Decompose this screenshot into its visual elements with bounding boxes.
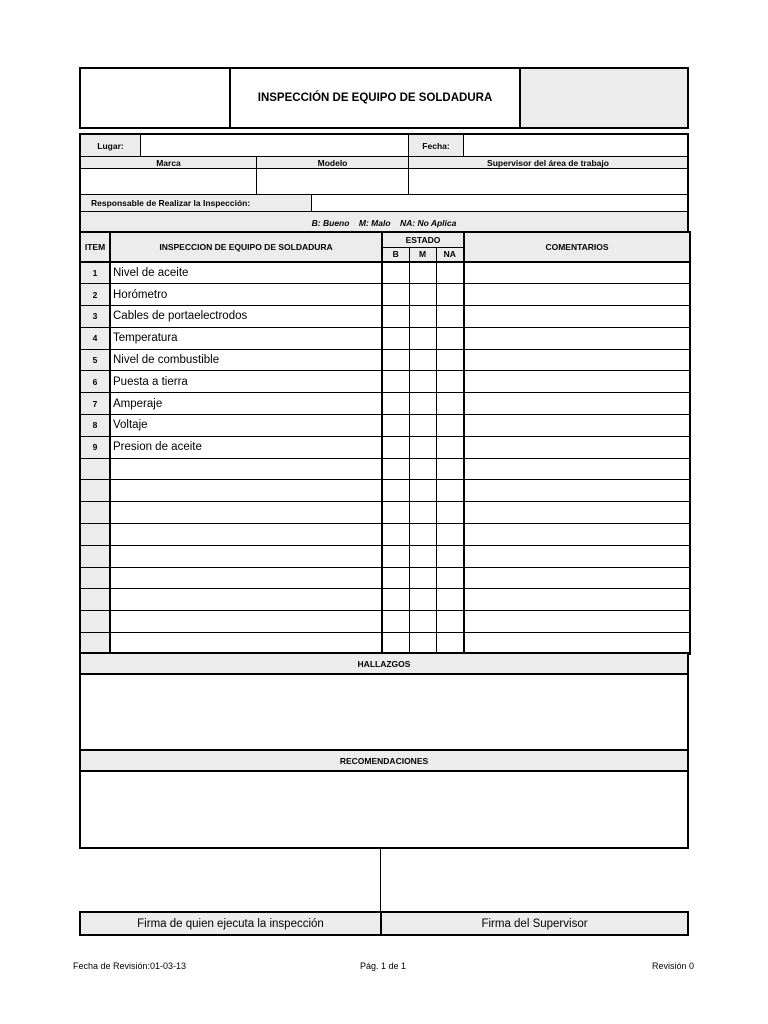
document-title: INSPECCIÓN DE EQUIPO DE SOLDADURA — [257, 92, 493, 104]
table-row — [80, 393, 690, 415]
m-header: M — [409, 247, 436, 262]
item-number: 8 — [80, 415, 110, 437]
comment-cell[interactable] — [464, 262, 690, 284]
item-number: 3 — [80, 306, 110, 328]
recomendaciones-header: RECOMENDACIONES — [79, 749, 689, 772]
status-b-cell[interactable] — [382, 436, 409, 458]
description-header: INSPECCION DE EQUIPO DE SOLDADURA — [110, 232, 382, 262]
status-na-cell[interactable] — [436, 306, 464, 328]
status-b-cell[interactable] — [382, 371, 409, 393]
status-b-cell[interactable] — [382, 327, 409, 349]
lugar-label: Lugar: — [81, 135, 141, 157]
comments-header: COMENTARIOS — [464, 232, 690, 262]
status-m-cell[interactable] — [409, 327, 436, 349]
table-row — [80, 306, 690, 328]
comment-cell[interactable] — [464, 306, 690, 328]
item-number — [80, 545, 110, 567]
b-header: B — [382, 247, 409, 262]
status-m-cell[interactable] — [409, 262, 436, 284]
item-number: 7 — [80, 393, 110, 415]
fecha-label: Fecha: — [409, 135, 464, 157]
recomendaciones-field[interactable] — [79, 772, 689, 849]
table-row — [80, 567, 690, 589]
item-description: Voltaje — [110, 415, 382, 437]
table-row — [80, 502, 690, 524]
comment-cell[interactable] — [464, 415, 690, 437]
item-number — [80, 458, 110, 480]
status-na-cell[interactable] — [436, 393, 464, 415]
header-code-area — [519, 69, 687, 127]
supervisor-area-field[interactable] — [409, 169, 687, 195]
status-b-cell[interactable] — [382, 262, 409, 284]
item-number — [80, 567, 110, 589]
inspection-table — [79, 231, 691, 655]
item-description: Presion de aceite — [110, 436, 382, 458]
table-row — [80, 589, 690, 611]
comment-cell[interactable] — [464, 589, 690, 611]
item-number: 9 — [80, 436, 110, 458]
table-row — [80, 349, 690, 371]
signature-divider — [380, 849, 381, 912]
item-number: 5 — [80, 349, 110, 371]
footer-revision: Revisión 0 — [652, 961, 695, 971]
comment-cell[interactable] — [464, 502, 690, 524]
comment-cell[interactable] — [464, 567, 690, 589]
status-b-cell[interactable] — [382, 349, 409, 371]
item-description — [110, 480, 382, 502]
comment-cell[interactable] — [464, 284, 690, 306]
status-m-cell[interactable] — [409, 393, 436, 415]
status-m-cell[interactable] — [409, 589, 436, 611]
estado-header: ESTADO — [382, 232, 464, 247]
status-na-cell[interactable] — [436, 415, 464, 437]
status-na-cell[interactable] — [436, 611, 464, 633]
item-number: 4 — [80, 327, 110, 349]
comment-cell[interactable] — [464, 458, 690, 480]
table-row — [80, 415, 690, 437]
status-b-cell[interactable] — [382, 611, 409, 633]
item-description: Puesta a tierra — [110, 371, 382, 393]
marca-label: Marca — [81, 157, 257, 169]
marca-field[interactable] — [81, 169, 257, 195]
lugar-field[interactable] — [141, 135, 409, 157]
item-number: 1 — [80, 262, 110, 284]
status-m-cell[interactable] — [409, 284, 436, 306]
status-b-cell[interactable] — [382, 524, 409, 546]
supervisor-area-label: Supervisor del área de trabajo — [409, 157, 687, 169]
table-row — [80, 545, 690, 567]
status-na-cell[interactable] — [436, 436, 464, 458]
comment-cell[interactable] — [464, 349, 690, 371]
item-number — [80, 611, 110, 633]
inspector-signature-label: Firma de quien ejecuta la inspección — [79, 911, 381, 936]
footer-revision-date: Fecha de Revisión:01-03-13 — [73, 961, 187, 971]
status-m-cell[interactable] — [409, 524, 436, 546]
status-na-cell[interactable] — [436, 567, 464, 589]
status-na-cell[interactable] — [436, 545, 464, 567]
item-description — [110, 524, 382, 546]
table-row — [80, 371, 690, 393]
status-m-cell[interactable] — [409, 436, 436, 458]
comment-cell[interactable] — [464, 611, 690, 633]
status-m-cell[interactable] — [409, 306, 436, 328]
status-m-cell[interactable] — [409, 349, 436, 371]
status-m-cell[interactable] — [409, 567, 436, 589]
status-legend: B: Bueno M: Malo NA: No Aplica — [81, 212, 687, 233]
status-m-cell[interactable] — [409, 480, 436, 502]
table-row — [80, 524, 690, 546]
table-row — [80, 611, 690, 633]
item-number — [80, 480, 110, 502]
comment-cell[interactable] — [464, 371, 690, 393]
status-na-cell[interactable] — [436, 589, 464, 611]
status-na-cell[interactable] — [436, 327, 464, 349]
header-frame — [79, 67, 689, 129]
status-na-cell[interactable] — [436, 480, 464, 502]
responsable-field[interactable] — [312, 195, 687, 212]
status-b-cell[interactable] — [382, 415, 409, 437]
comment-cell[interactable] — [464, 524, 690, 546]
comment-cell[interactable] — [464, 545, 690, 567]
table-row — [80, 327, 690, 349]
item-description: Amperaje — [110, 393, 382, 415]
status-m-cell[interactable] — [409, 371, 436, 393]
comment-cell[interactable] — [464, 393, 690, 415]
item-number — [80, 502, 110, 524]
item-description: Horómetro — [110, 284, 382, 306]
hallazgos-field[interactable] — [79, 675, 689, 749]
table-row — [80, 458, 690, 480]
comment-cell[interactable] — [464, 327, 690, 349]
status-na-cell[interactable] — [436, 349, 464, 371]
responsable-label: Responsable de Realizar la Inspección: — [81, 195, 312, 212]
item-description — [110, 567, 382, 589]
status-na-cell[interactable] — [436, 502, 464, 524]
item-description: Cables de portaelectrodos — [110, 306, 382, 328]
supervisor-signature-label: Firma del Supervisor — [381, 911, 689, 936]
status-b-cell[interactable] — [382, 284, 409, 306]
status-na-cell[interactable] — [436, 524, 464, 546]
status-m-cell[interactable] — [409, 611, 436, 633]
hallazgos-header: HALLAZGOS — [79, 652, 689, 675]
status-b-cell[interactable] — [382, 502, 409, 524]
item-description — [110, 502, 382, 524]
status-m-cell[interactable] — [409, 458, 436, 480]
status-m-cell[interactable] — [409, 415, 436, 437]
status-na-cell[interactable] — [436, 284, 464, 306]
footer-page-number: Pág. 1 de 1 — [360, 961, 407, 971]
comment-cell[interactable] — [464, 480, 690, 502]
status-b-cell[interactable] — [382, 480, 409, 502]
comment-cell[interactable] — [464, 436, 690, 458]
item-header: ITEM — [80, 232, 110, 262]
table-row — [80, 480, 690, 502]
item-description: Nivel de aceite — [110, 262, 382, 284]
item-description — [110, 589, 382, 611]
item-description: Temperatura — [110, 327, 382, 349]
status-b-cell[interactable] — [382, 393, 409, 415]
fecha-field[interactable] — [464, 135, 687, 157]
item-number: 2 — [80, 284, 110, 306]
logo-area — [81, 69, 231, 127]
info-block — [79, 133, 689, 231]
item-description — [110, 458, 382, 480]
status-m-cell[interactable] — [409, 545, 436, 567]
item-number: 6 — [80, 371, 110, 393]
status-b-cell[interactable] — [382, 589, 409, 611]
table-row — [80, 436, 690, 458]
na-header: NA — [436, 247, 464, 262]
status-na-cell[interactable] — [436, 262, 464, 284]
status-na-cell[interactable] — [436, 371, 464, 393]
status-b-cell[interactable] — [382, 567, 409, 589]
status-b-cell[interactable] — [382, 545, 409, 567]
item-description — [110, 545, 382, 567]
item-description — [110, 611, 382, 633]
item-number — [80, 589, 110, 611]
table-row — [80, 284, 690, 306]
status-m-cell[interactable] — [409, 502, 436, 524]
modelo-field[interactable] — [257, 169, 409, 195]
table-row — [80, 262, 690, 284]
status-b-cell[interactable] — [382, 306, 409, 328]
item-description: Nivel de combustible — [110, 349, 382, 371]
status-na-cell[interactable] — [436, 458, 464, 480]
status-b-cell[interactable] — [382, 458, 409, 480]
item-number — [80, 524, 110, 546]
modelo-label: Modelo — [257, 157, 409, 169]
